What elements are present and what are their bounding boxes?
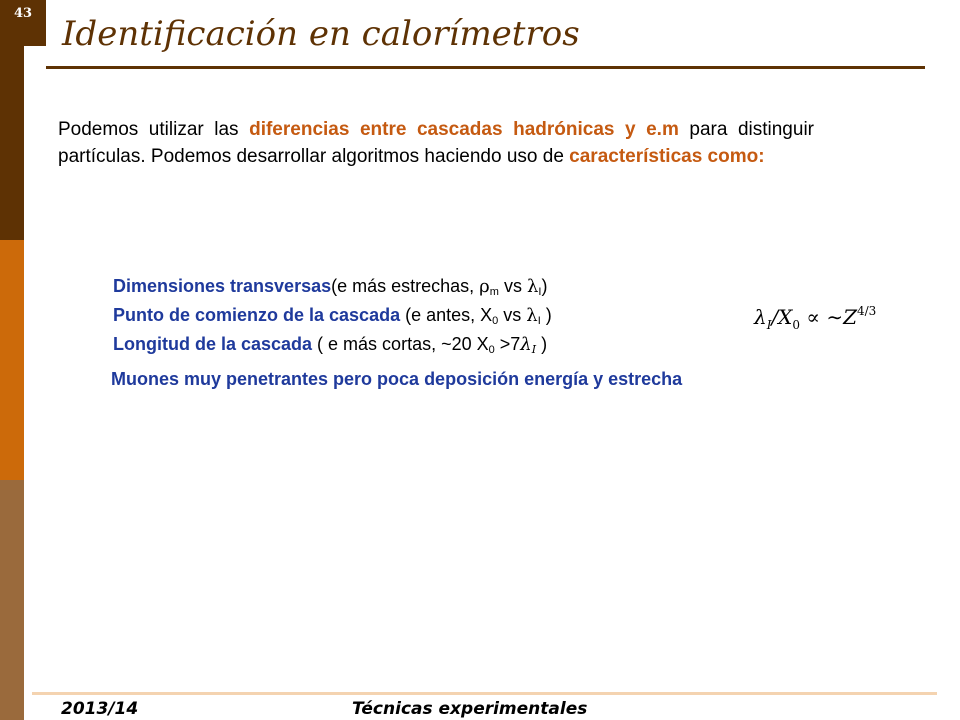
feature-detail: (e más estrechas, bbox=[331, 276, 480, 296]
formula-proportional: ∝ ∼Z bbox=[800, 305, 857, 329]
title-divider bbox=[46, 66, 925, 69]
feature-label: Punto de comienzo de la cascada bbox=[113, 305, 401, 325]
intro-paragraph bbox=[58, 116, 814, 170]
subscript: 0 bbox=[488, 344, 495, 356]
feature-label: Dimensiones transversas bbox=[113, 276, 332, 296]
feature-vs: vs bbox=[498, 305, 527, 325]
feature-compare: >7 bbox=[494, 334, 521, 354]
formula-x0: /X bbox=[771, 305, 793, 329]
rho-symbol: ρ bbox=[479, 276, 490, 297]
slide-number: 43 bbox=[0, 0, 46, 46]
slide-title: Identificación en calorímetros bbox=[62, 14, 580, 54]
muons-note: Muones muy penetrantes pero poca deposición energía y estrecha bbox=[111, 369, 683, 389]
feature-detail: ( e más cortas, ~20 X bbox=[312, 334, 489, 354]
sidebar-band-bottom bbox=[0, 480, 24, 720]
formula-subscript: 0 bbox=[792, 318, 801, 332]
lambda-symbol: λ bbox=[520, 334, 532, 355]
footer-year: 2013/14 bbox=[61, 699, 139, 719]
scaling-formula bbox=[754, 304, 876, 332]
feature-item-length bbox=[113, 334, 547, 356]
feature-detail-end: ) bbox=[541, 276, 548, 296]
intro-text-1: Podemos utilizar las bbox=[58, 119, 250, 140]
footer-divider bbox=[32, 692, 937, 695]
formula-lambda: λ bbox=[754, 305, 767, 329]
intro-highlight-2: características como: bbox=[569, 146, 765, 167]
formula-exponent: 4/3 bbox=[856, 304, 877, 318]
feature-label: Longitud de la cascada bbox=[113, 334, 313, 354]
formula-subscript: I bbox=[766, 318, 772, 332]
feature-detail-end: ) bbox=[536, 334, 548, 354]
intro-highlight-1: diferencias entre cascadas hadrónicas y e.m bbox=[249, 119, 679, 140]
subscript: I bbox=[538, 286, 542, 298]
intro-text-2: para distinguir partículas. Podemos desarrollar algoritmos haciendo uso de bbox=[58, 119, 814, 167]
feature-detail: (e antes, X bbox=[400, 305, 493, 325]
sidebar-band-middle bbox=[0, 240, 24, 480]
footer-course: Técnicas experimentales bbox=[352, 699, 588, 719]
subscript: 0 bbox=[492, 315, 499, 327]
lambda-symbol: λ bbox=[526, 305, 538, 326]
feature-vs: vs bbox=[498, 276, 527, 296]
subscript: I bbox=[537, 315, 541, 327]
subscript: m bbox=[489, 286, 499, 298]
lambda-symbol: λ bbox=[526, 276, 539, 297]
feature-item-transverse bbox=[113, 276, 547, 298]
feature-detail-end: ) bbox=[540, 305, 552, 325]
subscript: I bbox=[531, 343, 537, 356]
feature-item-start-point bbox=[113, 305, 552, 327]
